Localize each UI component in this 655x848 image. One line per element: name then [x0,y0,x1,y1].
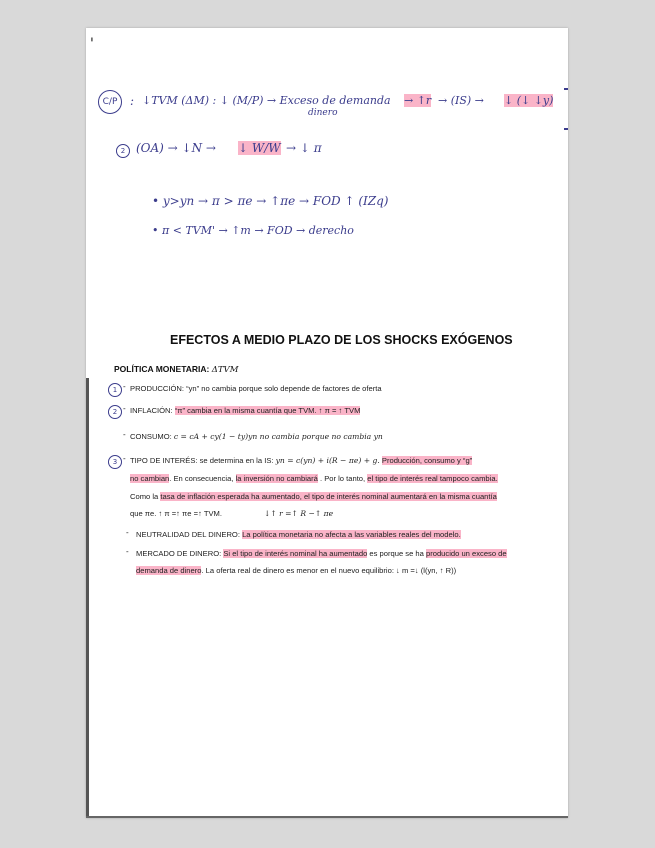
item-2-dash: - [123,404,126,413]
handwritten-line1-sub: dinero [308,108,338,118]
interest-line-2a: no cambian [130,474,170,483]
interest-line-1c: Producción, consumo y “g” [381,456,473,465]
scan-edge-left [86,378,89,818]
document-title: EFECTOS A MEDIO PLAZO DE LOS SHOCKS EXÓGENOS [170,333,513,347]
scanned-page [86,28,568,818]
sub-item-2-dash: - [126,547,129,556]
sub-item-neutralidad [136,530,461,539]
interest-line-2c: la inversión no cambiará [235,474,318,483]
item-interest-number-text: 3 [112,458,118,466]
sub-item-1b: La política monetaria [242,530,313,539]
interest-line-3c: el tipo de interés nominal aumentará en la misma cuantía [301,492,497,501]
interest-line-4b: ↓↑ r =↑ R −↑ πe [264,509,334,518]
interest-line-3 [130,492,497,501]
handwritten-bracket [564,88,568,130]
item-3-dash: - [123,430,126,439]
handwritten-colon: : [130,94,135,108]
corner-mark: ' [90,36,94,52]
subtitle-math: ΔTVM [211,365,239,375]
item-interest-dash: - [123,454,126,463]
interest-line-2 [130,474,498,483]
sub-item-1c: no afecta a las variables reales del modelo. [312,530,461,539]
interest-line-3a: Como la [130,492,161,501]
handwritten-line2-b: ↓ W/W [238,141,281,155]
sub-item-2d: producido un exceso de [425,549,507,558]
sub-item-mercado-cont [136,566,456,575]
interest-line-1b: yn = c(yn) + i(R − πe) + g. [275,456,380,465]
handwritten-line2-a: (OA) → ↓N → [136,141,216,155]
item-2-number-text: 2 [112,408,118,416]
handwritten-line1-part-c: → (IS) → [438,94,484,107]
scan-edge-bottom [86,816,568,818]
handwritten-line1-part-a: ↓TVM (ΔM) : ↓ (M/P) → Exceso de demanda [142,94,391,107]
sub-item-mercado [136,549,507,558]
handwritten-line2-c: → ↓ π [286,141,322,155]
sub-item-2c: es porque se ha [367,549,426,558]
handwritten-line1-part-b: → ↑r [404,94,432,107]
handwritten-line2-number-text: 2 [120,147,126,155]
item-inflacion-label: INFLACIÓN: [130,406,175,415]
sub-item-1a: NEUTRALIDAD DEL DINERO: [136,530,243,539]
item-interest-number [108,455,122,469]
handwritten-line2-number [116,144,130,158]
interest-line-2e: el tipo de interés real tampoco cambia. [367,474,498,483]
sub-item-2f: . La oferta real de dinero es menor en el nuevo equilibrio: ↓ m =↓ (l(yn, ↑ R)) [201,566,457,575]
interest-line-3b: tasa de inflación esperada ha aumentado, [160,492,302,501]
sub-item-2b: Si el tipo de interés nominal ha aumentado [223,549,368,558]
document-subtitle [114,364,238,375]
handwritten-line3: • y>yn → π > πe → ↑πe → FOD ↑ (IZq) [152,194,389,208]
interest-line-1 [130,456,472,465]
interest-line-1a: TIPO DE INTERÉS: se determina en la IS: [130,456,276,465]
sub-item-1-dash: - [126,528,129,537]
interest-line-2d: . Por lo tanto, [317,474,368,483]
handwritten-cp-circle [98,90,122,114]
handwritten-line1-part-d: ↓ (↓ ↓y) [504,94,554,107]
sub-item-2a: MERCADO DE DINERO: [136,549,224,558]
item-consumo-formula: c = cA + cy(1 − ty)yn no cambia porque no cambia yn [173,432,383,441]
item-inflacion-text: “π” cambia en la misma cuantía que TVM. ↑ π = ↑ TVM [174,406,361,415]
interest-line-2b: . En consecuencia, [169,474,236,483]
item-consumo [130,432,383,441]
subtitle-text: POLÍTICA MONETARIA: [114,364,212,374]
interest-line-4a: que πe. ↑ π =↑ πe =↑ TVM. [130,509,222,518]
item-produccion: PRODUCCIÓN: “yn” no cambia porque solo depende de factores de oferta [130,384,382,393]
item-1-number-text: 1 [112,386,118,394]
handwritten-cp-label: C/P [102,97,118,107]
item-consumo-label: CONSUMO: [130,432,174,441]
sub-item-2e: demanda de dinero [136,566,202,575]
item-1-number [108,383,122,397]
handwritten-line4: • π < TVM' → ↑m → FOD → derecho [152,224,354,237]
item-inflacion [130,406,360,415]
item-1-dash: - [123,382,126,391]
item-2-number [108,405,122,419]
